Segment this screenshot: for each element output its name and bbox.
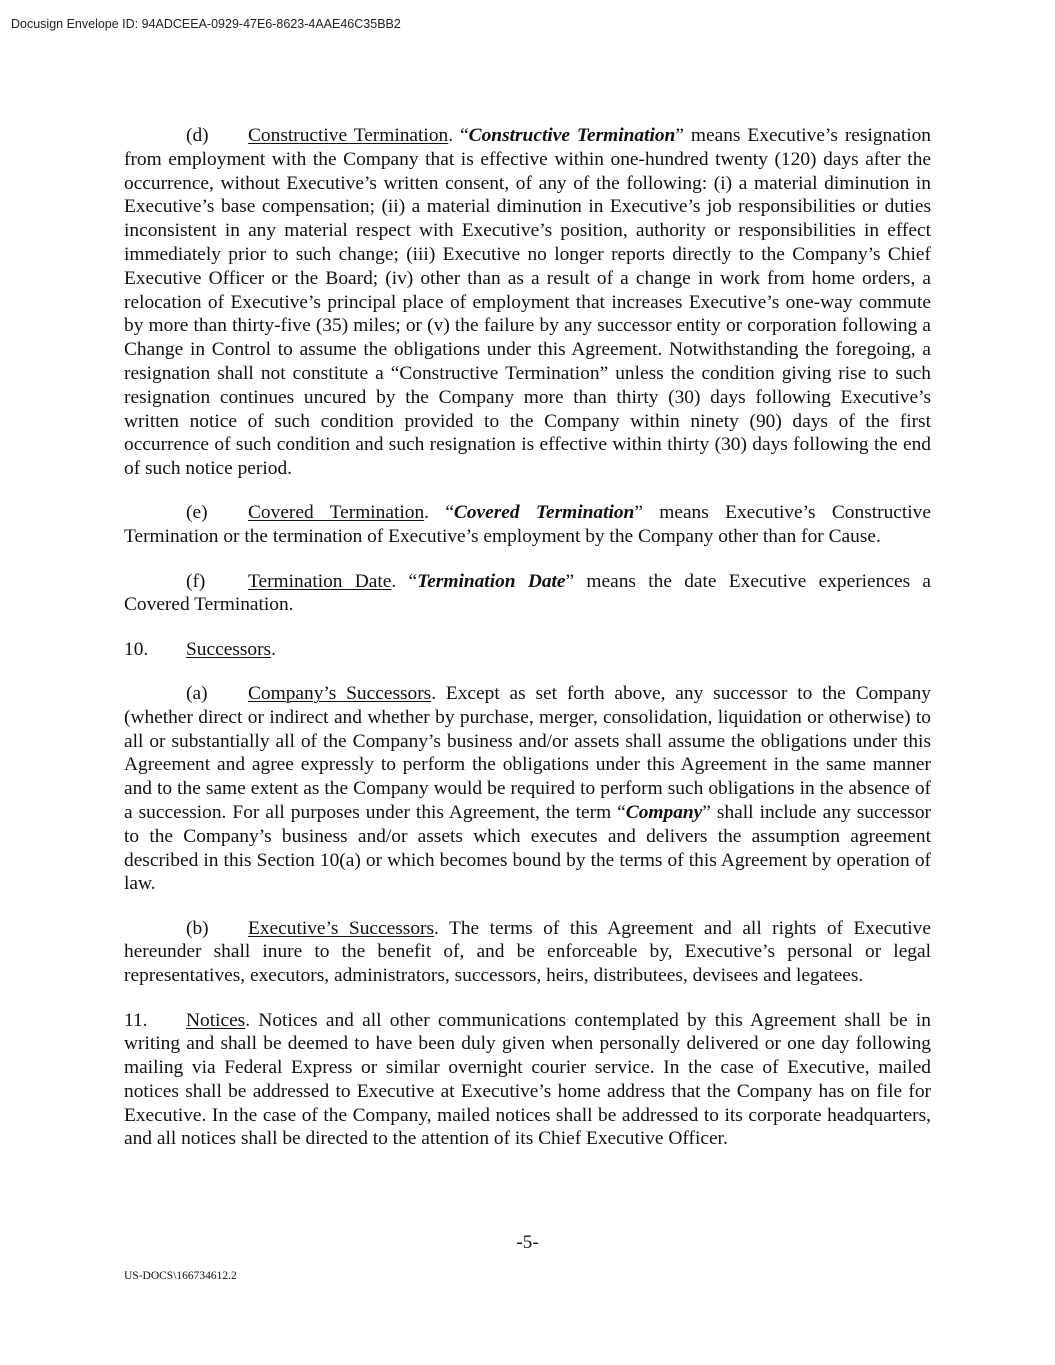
section-11 (124, 1009, 931, 1152)
section-10a (124, 682, 931, 896)
section-heading: Executive’s Successors (248, 917, 435, 939)
section-heading: Successors (186, 638, 272, 660)
section-number: 11. (124, 1009, 148, 1031)
section-heading: Constructive Termination (248, 125, 449, 146)
section-marker: (d) (186, 125, 209, 146)
section-marker: (e) (186, 502, 208, 524)
section-marker: (b) (186, 917, 209, 939)
section-number: 10. (124, 638, 149, 660)
section-9f: (f) Termination Date. “Termination Date” means the date Executive experiences a Covered Termination. (124, 570, 932, 616)
section-marker: (f) (186, 570, 206, 592)
section-text: ” means the date Executive experiences a Covered Termination. (124, 570, 932, 616)
defined-term: Company (625, 801, 703, 823)
section-text: ” means Executive’s Constructive Termination or the termination of Executive’s employment by the Company other than for Cause. (124, 502, 931, 548)
section-text: . Except as set forth above, any successor to the Company (whether direct or indirect and whether by purchase, merger, consolidation, liquidation or otherwise) to all or substantially all of the Company’s business and/or assets shall assume the obligations under this Agreement and agree expressly to perform the obligations under this Agreement in the same manner and to the same extent as the Company would be required to perform such obligations in the absence of a succession. For all purposes under this Agreement, the term “ (124, 682, 931, 823)
section-9e: (e) Covered Termination. “Covered Termination” means Executive’s Constructive Termination or the termination of Executive’s employment by the Company other than for Cause. (124, 502, 931, 548)
defined-term: Constructive Termination (468, 125, 676, 146)
section-heading: Company’s Successors (248, 682, 432, 704)
page-number: -5- (516, 1232, 539, 1253)
section-10: 10. Successors. (124, 638, 276, 660)
section-text: ” shall include any successor to the Company’s business and/or assets which executes and delivers the assumption agreement described in this Section 10(a) or which becomes bound by the terms of this Agreement by operation of law. (124, 801, 931, 895)
section-10b (124, 917, 931, 988)
section-marker: (a) (186, 682, 208, 704)
section-text: ” means Executive’s resignation from employment with the Company that is effective within one-hundred twenty (120) days after the occurrence, without Executive’s written consent, of any of the following: (i) a material diminution in Executive’s base compensation; (ii) a material diminution in Executive’s job responsibilities or duties inconsistent in any material respect with Executive’s position, authority or responsibilities in effect immediately prior to such change; (iii) Executive no longer reports directly to the Company’s Chief Executive Officer or the Board; (iv) other than as a result of a change in work from home orders, a relocation of Executive’s principal place of employment that increases Executive’s one-way commute by more than thirty-five (35) miles; or (v) the failure by any successor entity or corporation following a Change in Control to assume the obligations under this Agreement. Notwithstanding the foregoing, a resignation shall not constitute a “Constructive Termination” unless the condition giving rise to such resignation continues uncured by the Company more than thirty (30) days following Executive’s written notice of such condition provided to the Company within ninety (90) days of the first occurrence of such condition and such resignation is effective within thirty (30) days following the end of such notice period. (124, 125, 931, 480)
section-text: . The terms of this Agreement and all rights of Executive hereunder shall inure to the benefit of, and be enforceable by, Executive’s personal or legal representatives, executors, administrators, successors, heirs, distributees, devisees and legatees. (124, 917, 931, 987)
section-heading: Notices (186, 1009, 246, 1031)
section-9d: (d) Constructive Termination. “Constructive Termination” means Executive’s resignation from employment with the Company that is effective within one-hundred twenty (120) days after the occurrence, without Executive’s written consent, of any of the following: (i) a material diminution in Executive’s base compensation; (ii) a material diminution in Executive’s job responsibilities or duties inconsistent in any material respect with Executive’s position, authority or responsibilities in effect immediately prior to such change; (iii) Executive no longer reports directly to the Company’s Chief Executive Officer or the Board; (iv) other than as a result of a change in work from home orders, a relocation of Executive’s principal place of employment that increases Executive’s one-way commute by more than thirty-five (35) miles; or (v) the failure by any successor entity or corporation following a Change in Control to assume the obligations under this Agreement. Notwithstanding the foregoing, a resignation shall not constitute a “Constructive Termination” unless the condition giving rise to such resignation continues uncured by the Company more than thirty (30) days following Executive’s written notice of such condition provided to the Company within ninety (90) days of the first occurrence of such condition and such resignation is effective within thirty (30) days following the end of such notice period. (124, 125, 931, 480)
section-heading: Covered Termination (248, 502, 425, 524)
section-heading: Termination Date (248, 570, 392, 592)
defined-term: Covered Termination (453, 502, 635, 524)
document-body (124, 124, 931, 1172)
section-text: . Notices and all other communications contemplated by this Agreement shall be in writing and shall be deemed to have been duly given when personally delivered or one day following mailing via Federal Express or similar overnight courier service. In the case of Executive, mailed notices shall be addressed to Executive at Executive’s home address that the Company has on file for Executive. In the case of the Company, mailed notices shall be addressed to its corporate headquarters, and all notices shall be directed to the attention of its Chief Executive Officer. (124, 1009, 931, 1150)
docusign-envelope-id: Docusign Envelope ID: 94ADCEEA-0929-47E6-8623-4AAE46C35BB2 (11, 17, 401, 31)
document-reference: US-DOCS\166734612.2 (124, 1270, 237, 1282)
defined-term: Termination Date (417, 570, 566, 592)
